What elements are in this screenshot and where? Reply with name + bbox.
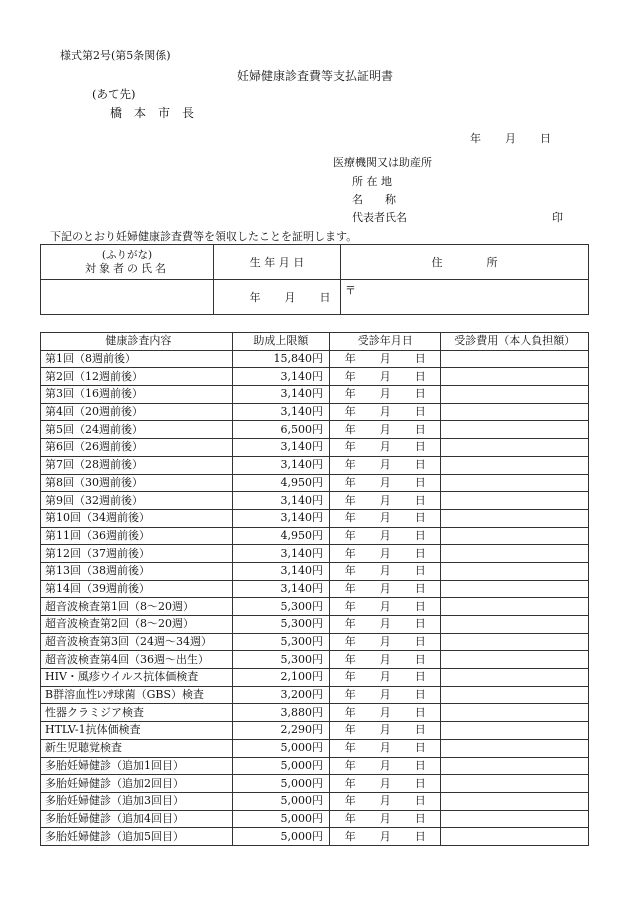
birth-year: 年	[249, 291, 261, 304]
exam-item: 第9回（32週前後）	[41, 492, 233, 510]
addressee-label: (あて先)	[92, 87, 136, 101]
exam-limit-amount: 3,140円	[232, 439, 329, 457]
issue-date-year: 年	[470, 132, 481, 145]
visit-month: 月	[379, 546, 391, 560]
exam-row	[41, 545, 589, 563]
exam-item: 超音波検査第1回（8～20週）	[41, 598, 233, 616]
exam-limit-amount: 3,140円	[232, 456, 329, 474]
visit-day: 日	[414, 723, 426, 737]
visit-month: 月	[379, 352, 391, 366]
exam-limit-amount: 5,000円	[232, 810, 329, 828]
exam-row	[41, 492, 589, 510]
visit-day: 日	[414, 811, 426, 825]
subject-name-field[interactable]	[41, 280, 214, 315]
exam-cost-field[interactable]	[441, 775, 589, 793]
exam-visit-date[interactable]	[330, 474, 441, 492]
exam-cost-field[interactable]	[441, 527, 589, 545]
visit-month: 月	[379, 688, 391, 702]
birth-day: 日	[319, 291, 331, 304]
exam-row	[41, 598, 589, 616]
visit-month: 月	[379, 794, 391, 808]
exam-limit-amount: 5,000円	[232, 739, 329, 757]
visit-year: 年	[344, 617, 356, 631]
exam-cost-field[interactable]	[441, 757, 589, 775]
exam-limit-amount: 4,950円	[232, 527, 329, 545]
exam-row	[41, 828, 589, 846]
issue-date-day: 日	[540, 132, 551, 145]
exam-cost-field[interactable]	[441, 810, 589, 828]
address-field[interactable]	[341, 280, 589, 315]
exam-cost-field[interactable]	[441, 651, 589, 669]
visit-year: 年	[344, 741, 356, 755]
visit-day: 日	[414, 670, 426, 684]
visit-day: 日	[414, 475, 426, 489]
exam-cost-field[interactable]	[441, 421, 589, 439]
exam-item: 多胎妊婦健診（追加5回目）	[41, 828, 233, 846]
exam-row	[41, 386, 589, 404]
furigana-label: (ふりがな)	[101, 249, 153, 261]
exam-visit-date[interactable]	[330, 403, 441, 421]
exam-visit-date[interactable]	[330, 686, 441, 704]
exam-row	[41, 775, 589, 793]
certification-statement: 下記のとおり妊婦健康診査費等を領収したことを証明します。	[50, 230, 358, 243]
exam-visit-date[interactable]	[330, 456, 441, 474]
issuer-title: 医療機関又は助産所	[333, 156, 432, 169]
visit-year: 年	[344, 723, 356, 737]
exam-item: B群溶血性ﾚﾝｻ球菌（GBS）検査	[41, 686, 233, 704]
visit-month: 月	[379, 652, 391, 666]
visit-year: 年	[344, 440, 356, 454]
visit-year: 年	[344, 352, 356, 366]
visit-year: 年	[344, 705, 356, 719]
visit-year: 年	[344, 511, 356, 525]
visit-day: 日	[414, 422, 426, 436]
exam-row	[41, 439, 589, 457]
exam-cost-field[interactable]	[441, 828, 589, 846]
exam-cost-field[interactable]	[441, 616, 589, 634]
exam-visit-date[interactable]	[330, 616, 441, 634]
exam-limit-amount: 2,100円	[232, 669, 329, 687]
exam-limit-amount: 6,500円	[232, 421, 329, 439]
exam-item: 第6回（26週前後）	[41, 439, 233, 457]
exam-cost-field[interactable]	[441, 545, 589, 563]
visit-month: 月	[379, 440, 391, 454]
birth-date-header: 生 年 月 日	[214, 245, 341, 280]
exam-cost-field[interactable]	[441, 492, 589, 510]
document-title: 妊婦健康診査費等支払証明書	[236, 69, 393, 83]
exam-item: 性器クラミジア検査	[41, 704, 233, 722]
visit-year: 年	[344, 758, 356, 772]
header-limit: 助成上限額	[232, 333, 329, 351]
visit-month: 月	[379, 564, 391, 578]
visit-year: 年	[344, 422, 356, 436]
visit-month: 月	[379, 422, 391, 436]
exam-row	[41, 350, 589, 368]
exam-visit-date[interactable]	[330, 545, 441, 563]
visit-month: 月	[379, 511, 391, 525]
exam-limit-amount: 3,140円	[232, 403, 329, 421]
visit-year: 年	[344, 581, 356, 595]
exam-item: 新生児聴覚検査	[41, 739, 233, 757]
exam-cost-field[interactable]	[441, 633, 589, 651]
issue-date-month: 月	[505, 132, 516, 145]
form-number: 様式第2号(第5条関係)	[60, 49, 171, 62]
exam-limit-amount: 3,140円	[232, 386, 329, 404]
exam-cost-field[interactable]	[441, 350, 589, 368]
exam-item: 多胎妊婦健診（追加2回目）	[41, 775, 233, 793]
exam-item: 第2回（12週前後）	[41, 368, 233, 386]
exam-item: 第8回（30週前後）	[41, 474, 233, 492]
visit-day: 日	[414, 546, 426, 560]
exam-cost-field[interactable]	[441, 474, 589, 492]
postal-mark: 〒	[345, 284, 356, 297]
exam-limit-amount: 3,140円	[232, 545, 329, 563]
visit-day: 日	[414, 617, 426, 631]
issuer-address-label: 所 在 地	[352, 175, 392, 188]
subject-name-label: 対象者の氏名	[85, 262, 169, 275]
exam-visit-date[interactable]	[330, 527, 441, 545]
birth-month: 月	[284, 291, 296, 304]
exam-row	[41, 580, 589, 598]
exam-visit-date[interactable]	[330, 633, 441, 651]
issuer-rep-label: 代表者氏名	[352, 211, 407, 224]
visit-day: 日	[414, 652, 426, 666]
visit-year: 年	[344, 405, 356, 419]
exam-item: 第5回（24週前後）	[41, 421, 233, 439]
visit-year: 年	[344, 652, 356, 666]
exam-row	[41, 403, 589, 421]
exam-limit-amount: 5,000円	[232, 757, 329, 775]
visit-month: 月	[379, 617, 391, 631]
visit-year: 年	[344, 670, 356, 684]
exam-row	[41, 527, 589, 545]
visit-day: 日	[414, 829, 426, 843]
visit-month: 月	[379, 635, 391, 649]
exam-item: 超音波検査第4回（36週～出生）	[41, 651, 233, 669]
exam-cost-field[interactable]	[441, 704, 589, 722]
exam-visit-date[interactable]	[330, 350, 441, 368]
exam-row	[41, 704, 589, 722]
visit-day: 日	[414, 511, 426, 525]
addressee-mayor: 橋本市長	[110, 106, 207, 120]
visit-month: 月	[379, 405, 391, 419]
visit-month: 月	[379, 670, 391, 684]
visit-year: 年	[344, 458, 356, 472]
visit-day: 日	[414, 387, 426, 401]
visit-day: 日	[414, 405, 426, 419]
visit-year: 年	[344, 387, 356, 401]
exam-limit-amount: 3,140円	[232, 368, 329, 386]
visit-day: 日	[414, 776, 426, 790]
header-cost: 受診費用（本人負担額）	[441, 333, 589, 351]
exam-cost-field[interactable]	[441, 403, 589, 421]
exam-cost-field[interactable]	[441, 739, 589, 757]
exam-row	[41, 509, 589, 527]
exam-item: 第1回（8週前後）	[41, 350, 233, 368]
exam-limit-amount: 5,000円	[232, 828, 329, 846]
exam-visit-date[interactable]	[330, 492, 441, 510]
visit-day: 日	[414, 352, 426, 366]
visit-day: 日	[414, 758, 426, 772]
exam-visit-date[interactable]	[330, 757, 441, 775]
exam-visit-date[interactable]	[330, 386, 441, 404]
visit-year: 年	[344, 475, 356, 489]
visit-month: 月	[379, 581, 391, 595]
exam-limit-amount: 5,300円	[232, 616, 329, 634]
exam-row	[41, 651, 589, 669]
exam-item: 超音波検査第2回（8～20週）	[41, 616, 233, 634]
exam-table-header	[41, 333, 589, 351]
issue-date	[470, 130, 551, 146]
visit-day: 日	[414, 635, 426, 649]
exam-item: 多胎妊婦健診（追加1回目）	[41, 757, 233, 775]
subject-table	[40, 244, 589, 315]
exam-row	[41, 368, 589, 386]
exam-row	[41, 739, 589, 757]
exam-visit-date[interactable]	[330, 509, 441, 527]
visit-month: 月	[379, 741, 391, 755]
visit-day: 日	[414, 458, 426, 472]
exam-item: 第3回（16週前後）	[41, 386, 233, 404]
exam-item: 多胎妊婦健診（追加4回目）	[41, 810, 233, 828]
exam-visit-date[interactable]	[330, 439, 441, 457]
exam-limit-amount: 3,140円	[232, 509, 329, 527]
exam-row	[41, 474, 589, 492]
issuer-name-label: 名 称	[352, 193, 396, 206]
exam-limit-amount: 3,140円	[232, 492, 329, 510]
header-visit-date: 受診年月日	[330, 333, 441, 351]
exam-limit-amount: 15,840円	[232, 350, 329, 368]
visit-day: 日	[414, 528, 426, 542]
exam-limit-amount: 2,290円	[232, 722, 329, 740]
exam-limit-amount: 5,000円	[232, 792, 329, 810]
exam-item: 第4回（20週前後）	[41, 403, 233, 421]
visit-day: 日	[414, 599, 426, 613]
exam-row	[41, 686, 589, 704]
address-header: 住 所	[341, 245, 589, 280]
exam-item: HTLV-1抗体価検査	[41, 722, 233, 740]
exam-cost-field[interactable]	[441, 792, 589, 810]
birth-date-field[interactable]	[214, 280, 341, 315]
visit-month: 月	[379, 758, 391, 772]
subject-name-header	[41, 245, 214, 280]
exam-visit-date[interactable]	[330, 669, 441, 687]
exam-limit-amount: 3,200円	[232, 686, 329, 704]
exam-visit-date[interactable]	[330, 651, 441, 669]
visit-month: 月	[379, 811, 391, 825]
visit-month: 月	[379, 528, 391, 542]
exam-cost-field[interactable]	[441, 580, 589, 598]
visit-year: 年	[344, 599, 356, 613]
visit-month: 月	[379, 723, 391, 737]
exam-row	[41, 669, 589, 687]
exam-cost-field[interactable]	[441, 439, 589, 457]
visit-year: 年	[344, 811, 356, 825]
visit-day: 日	[414, 369, 426, 383]
visit-month: 月	[379, 387, 391, 401]
visit-day: 日	[414, 440, 426, 454]
exam-row	[41, 633, 589, 651]
visit-day: 日	[414, 564, 426, 578]
exam-limit-amount: 3,880円	[232, 704, 329, 722]
visit-year: 年	[344, 369, 356, 383]
exam-cost-field[interactable]	[441, 562, 589, 580]
exam-item: 第10回（34週前後）	[41, 509, 233, 527]
visit-year: 年	[344, 829, 356, 843]
visit-year: 年	[344, 528, 356, 542]
visit-day: 日	[414, 705, 426, 719]
visit-day: 日	[414, 794, 426, 808]
visit-day: 日	[414, 688, 426, 702]
visit-year: 年	[344, 794, 356, 808]
exam-visit-date[interactable]	[330, 421, 441, 439]
exam-row	[41, 456, 589, 474]
exam-item: 超音波検査第3回（24週～34週）	[41, 633, 233, 651]
visit-year: 年	[344, 635, 356, 649]
exam-visit-date[interactable]	[330, 828, 441, 846]
visit-day: 日	[414, 741, 426, 755]
exam-row	[41, 757, 589, 775]
exam-limit-amount: 3,140円	[232, 580, 329, 598]
seal-mark: 印	[552, 211, 563, 224]
visit-month: 月	[379, 705, 391, 719]
exam-item: 多胎妊婦健診（追加3回目）	[41, 792, 233, 810]
visit-day: 日	[414, 581, 426, 595]
exam-visit-date[interactable]	[330, 810, 441, 828]
exam-limit-amount: 5,300円	[232, 651, 329, 669]
exam-visit-date[interactable]	[330, 562, 441, 580]
visit-day: 日	[414, 493, 426, 507]
visit-month: 月	[379, 458, 391, 472]
exam-item: 第11回（36週前後）	[41, 527, 233, 545]
exam-row	[41, 792, 589, 810]
exam-row	[41, 722, 589, 740]
exam-visit-date[interactable]	[330, 775, 441, 793]
exam-item: 第12回（37週前後）	[41, 545, 233, 563]
exam-item: 第13回（38週前後）	[41, 562, 233, 580]
visit-year: 年	[344, 546, 356, 560]
exam-cost-field[interactable]	[441, 456, 589, 474]
visit-year: 年	[344, 564, 356, 578]
exam-limit-amount: 4,950円	[232, 474, 329, 492]
exam-cost-field[interactable]	[441, 598, 589, 616]
exam-limit-amount: 3,140円	[232, 562, 329, 580]
exam-cost-field[interactable]	[441, 722, 589, 740]
visit-month: 月	[379, 493, 391, 507]
header-item: 健康診査内容	[41, 333, 233, 351]
visit-year: 年	[344, 776, 356, 790]
exam-limit-amount: 5,000円	[232, 775, 329, 793]
exam-cost-field[interactable]	[441, 669, 589, 687]
visit-month: 月	[379, 829, 391, 843]
exam-row	[41, 562, 589, 580]
exam-cost-field[interactable]	[441, 368, 589, 386]
exam-visit-date[interactable]	[330, 722, 441, 740]
exam-visit-date[interactable]	[330, 792, 441, 810]
exam-limit-amount: 5,300円	[232, 598, 329, 616]
exam-table	[40, 332, 589, 846]
visit-month: 月	[379, 776, 391, 790]
exam-cost-field[interactable]	[441, 509, 589, 527]
visit-year: 年	[344, 688, 356, 702]
exam-visit-date[interactable]	[330, 739, 441, 757]
exam-visit-date[interactable]	[330, 580, 441, 598]
visit-month: 月	[379, 475, 391, 489]
exam-limit-amount: 5,300円	[232, 633, 329, 651]
exam-item: 第7回（28週前後）	[41, 456, 233, 474]
exam-item: 第14回（39週前後）	[41, 580, 233, 598]
exam-row	[41, 810, 589, 828]
exam-visit-date[interactable]	[330, 704, 441, 722]
visit-month: 月	[379, 599, 391, 613]
exam-visit-date[interactable]	[330, 598, 441, 616]
exam-visit-date[interactable]	[330, 368, 441, 386]
visit-month: 月	[379, 369, 391, 383]
exam-row	[41, 421, 589, 439]
visit-year: 年	[344, 493, 356, 507]
exam-cost-field[interactable]	[441, 386, 589, 404]
exam-item: HIV・風疹ウイルス抗体価検査	[41, 669, 233, 687]
exam-cost-field[interactable]	[441, 686, 589, 704]
exam-row	[41, 616, 589, 634]
